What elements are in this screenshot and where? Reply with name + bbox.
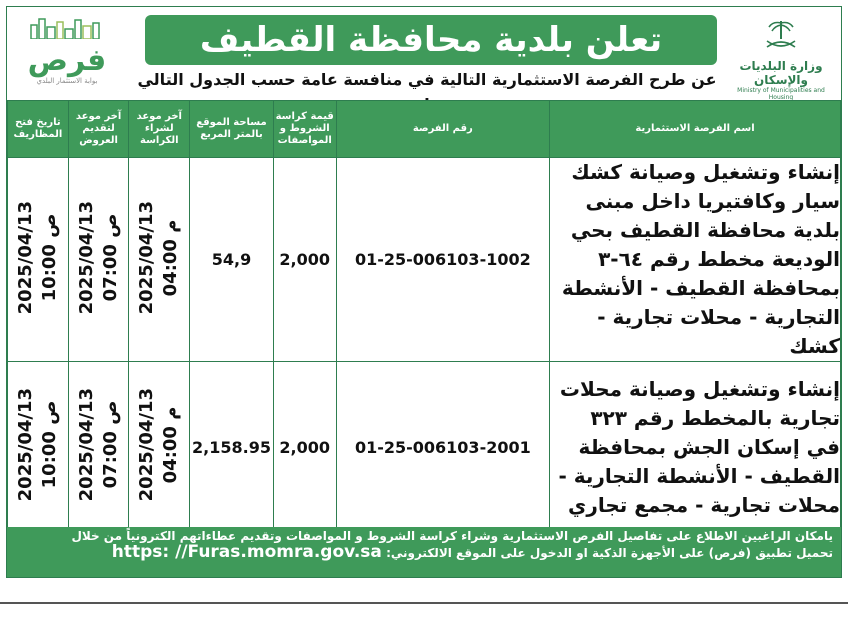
opportunity-number: 01-25-006103-1002 [336, 158, 549, 362]
submit-deadline [68, 158, 129, 362]
col-header-price: قيمة كراسة الشروط و المواصفات [273, 101, 336, 158]
palm-swords-emblem-icon [761, 17, 801, 53]
buy-deadline-date: 2025/04/13 [136, 200, 158, 315]
buy-deadline-time: 04:00 م [160, 406, 182, 484]
opening-date-date: 2025/04/13 [14, 388, 36, 502]
opening-date-date: 2025/04/13 [14, 200, 36, 315]
opening-date [8, 158, 69, 362]
furas-logo [13, 17, 121, 91]
ministry-logo [729, 17, 833, 101]
ministry-logo-english: Ministry of Municipalities and Housing [737, 87, 825, 101]
col-header-area: مساحة الموقع بالمتر المربع [190, 101, 274, 158]
footer-line-2 [15, 544, 833, 561]
col-header-name: اسم الفرصة الاستثمارية [550, 101, 841, 158]
footer-notice [7, 527, 841, 577]
header [7, 7, 841, 101]
table-header-row [8, 101, 841, 158]
opening-date-time: 10:00 ص [38, 401, 60, 489]
bottom-divider [0, 602, 848, 604]
footer-line-2-text: تحميل تطبيق (فرص) على الأجهزة الذكية او الدخول على الموقع الالكتروني: [386, 546, 833, 560]
submit-deadline-time: 07:00 ص [99, 213, 121, 302]
site-area: 2,158.95 [190, 362, 274, 533]
site-area: 54,9 [190, 158, 274, 362]
submit-deadline-time: 07:00 ص [99, 401, 121, 489]
brochure-price: 2,000 [273, 158, 336, 362]
submit-deadline-date: 2025/04/13 [75, 200, 97, 315]
buy-deadline-time: 04:00 م [160, 219, 182, 296]
furas-logo-text: فرص [27, 43, 107, 78]
col-header-buy-deadline: آخر موعد لشراء الكراسة [129, 101, 190, 158]
page-subtitle: عن طرح الفرصة الاستثمارية التالية في منافسة عامة حسب الجدول التالي [137, 70, 717, 89]
submit-deadline [68, 362, 129, 533]
opportunities-table [7, 100, 841, 533]
opening-date-time: 10:00 ص [38, 213, 60, 302]
buy-deadline [129, 362, 190, 533]
brochure-price: 2,000 [273, 362, 336, 533]
ministry-logo-text: وزارة البلديات والإسكان [739, 59, 823, 87]
table-row [8, 158, 841, 362]
buy-deadline-date: 2025/04/13 [136, 388, 158, 502]
announcement-frame [6, 6, 842, 578]
website-link[interactable]: https: //Furas.momra.gov.sa [111, 542, 382, 562]
skyline-icon [27, 17, 107, 39]
col-header-number: رقم الفرصة [336, 101, 549, 158]
furas-logo-subtitle: بوابة الاستثمار البلدي [36, 77, 98, 85]
col-header-opening-date: تاريخ فتح المظاريف [8, 101, 69, 158]
footer-line-1: يامكان الراغبين الاطلاع على تفاصيل الفرص الاستثمارية وشراء كراسة الشروط و المواصفات وتقديم عطاءاتهم الكترونياً من خلال [71, 529, 833, 543]
opportunity-name: إنشاء وتشغيل وصيانة كشك سيار وكافتيريا داخل مبنى بلدية محافظة القطيف بحي الوديعة مخطط رقم ٦٤-٣ بمحافظة القطيف - الأنشطة التجارية - محلات تجارية - كشك [550, 158, 841, 362]
submit-deadline-date: 2025/04/13 [75, 388, 97, 502]
opening-date [8, 362, 69, 533]
col-header-submit-deadline: آخر موعد لتقديم العروض [68, 101, 129, 158]
opportunity-number: 01-25-006103-2001 [336, 362, 549, 533]
table-row [8, 362, 841, 533]
page-title: تعلن بلدية محافظة القطيف [145, 15, 717, 65]
buy-deadline [129, 158, 190, 362]
opportunity-name: إنشاء وتشغيل وصيانة محلات تجارية بالمخطط رقم ٣٢٣ في إسكان الجش بمحافظة القطيف - الأنشطة التجارية - محلات تجارية - مجمع تجاري [550, 362, 841, 533]
